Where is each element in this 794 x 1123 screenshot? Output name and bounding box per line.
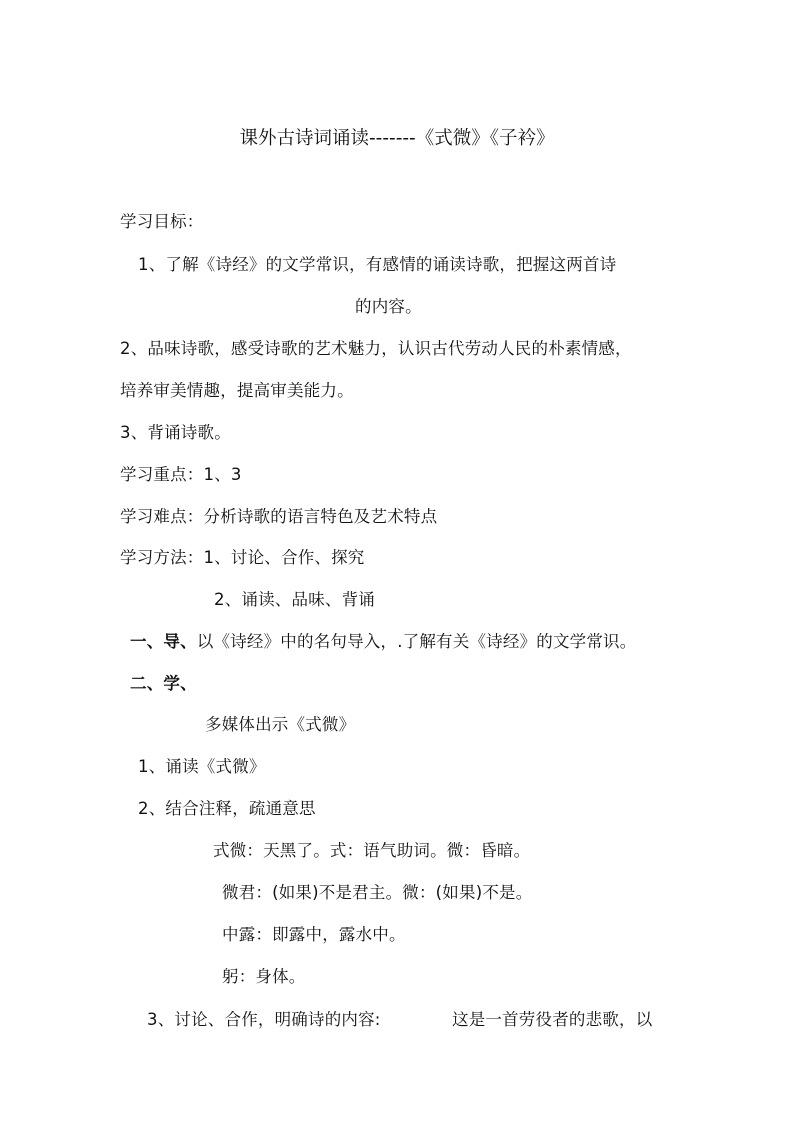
section-1-text: 以《诗经》中的名句导入，.了解有关《诗经》的文学常识。 [196,632,637,651]
page-title: 课外古诗词诵读-------《式微》《子衿》 [239,128,555,149]
step-1: 1、诵读《式微》 [138,757,266,776]
objective-1: 1、了解《诗经》的文学常识，有感情的诵读诗歌，把握这两首诗 [138,255,617,274]
step-3: 3、讨论、合作，明确诗的内容: [147,1010,381,1029]
note-shiwei: 式微：天黑了。式：语气助词。微：昏暗。 [213,841,531,860]
objective-1-continued: 的内容。 [355,297,422,316]
objective-2: 2、品味诗歌，感受诗歌的艺术魅力，认识古代劳动人民的朴素情感， [120,339,632,358]
methods-2: 2、诵读、品味、背诵 [214,590,375,609]
note-gong: 躬：身体。 [222,967,306,986]
step-3-text: 这是一首劳役者的悲歌，以 [452,1010,653,1029]
media-display: 多媒体出示《式微》 [205,715,356,734]
methods-1: 学习方法：1、讨论、合作、探究 [120,548,365,567]
note-zhonglu: 中露：即露中，露水中。 [222,925,406,944]
key-points: 学习重点：1、3 [120,465,242,484]
step-2: 2、结合注释，疏通意思 [138,799,316,818]
objectives-heading: 学习目标： [120,212,204,231]
section-2-label: 二、学、 [130,674,197,693]
objective-3: 3、背诵诗歌。 [120,423,231,442]
section-1-label: 一、导、 [130,632,197,651]
section-1 [130,631,636,653]
difficulties: 学习难点：分析诗歌的语言特色及艺术特点 [120,507,438,526]
objective-2-continued: 培养审美情趣，提高审美能力。 [120,381,354,400]
note-weijun: 微君：(如果)不是君主。微：(如果)不是。 [222,883,533,902]
